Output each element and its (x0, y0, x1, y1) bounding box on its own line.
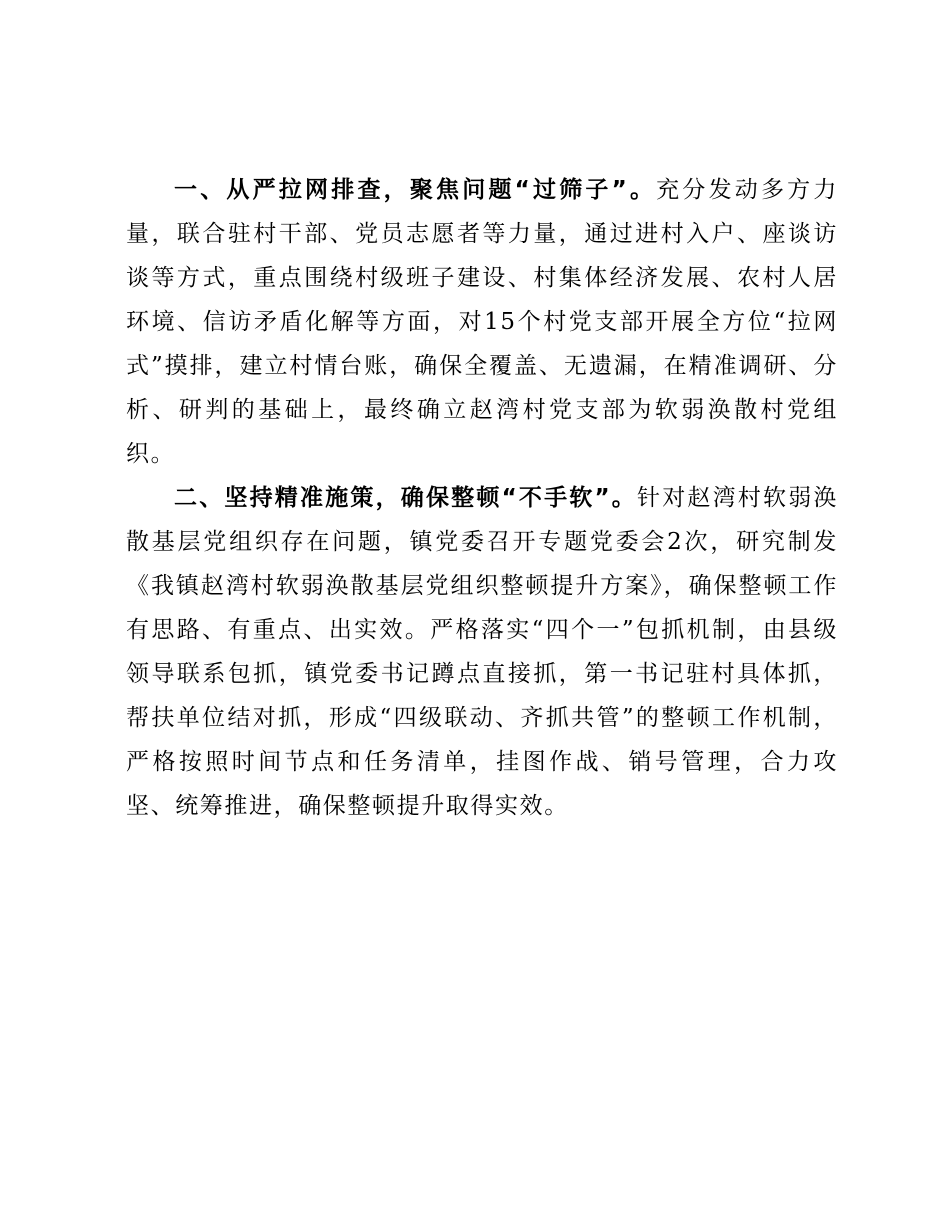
paragraph-2 (126, 476, 838, 828)
paragraph-2-text: 针对赵湾村软弱涣散基层党组织存在问题，镇党委召开专题党委会2次，研究制发《我镇赵湾村软弱涣散基层党组织整顿提升方案》，确保整顿工作有思路、有重点、出实效。严格落实“四个一”包抓机制，由县级领导联系包抓，镇党委书记蹲点直接抓，第一书记驻村具体抓，帮扶单位结对抓，形成“四级联动、齐抓共管”的整顿工作机制，严格按照时间节点和任务清单，挂图作战、销号管理，合力攻坚、统筹推进，确保整顿提升取得实效。 (126, 485, 838, 819)
paragraph-2-heading: 二、坚持精准施策，确保整顿“不手软”。 (174, 485, 637, 511)
paragraph-1-text: 充分发动多方力量，联合驻村干部、党员志愿者等力量，通过进村入户、座谈访谈等方式，重点围绕村级班子建设、村集体经济发展、农村人居环境、信访矛盾化解等方面，对15个村党支部开展全方位“拉网式”摸排，建立村情台账，确保全覆盖、无遗漏，在精准调研、分析、研判的基础上，最终确立赵湾村党支部为软弱涣散村党组织。 (126, 177, 838, 467)
document-body (126, 168, 838, 828)
paragraph-1 (126, 168, 838, 476)
paragraph-1-heading: 一、从严拉网排查，聚焦问题“过筛子”。 (174, 177, 657, 203)
